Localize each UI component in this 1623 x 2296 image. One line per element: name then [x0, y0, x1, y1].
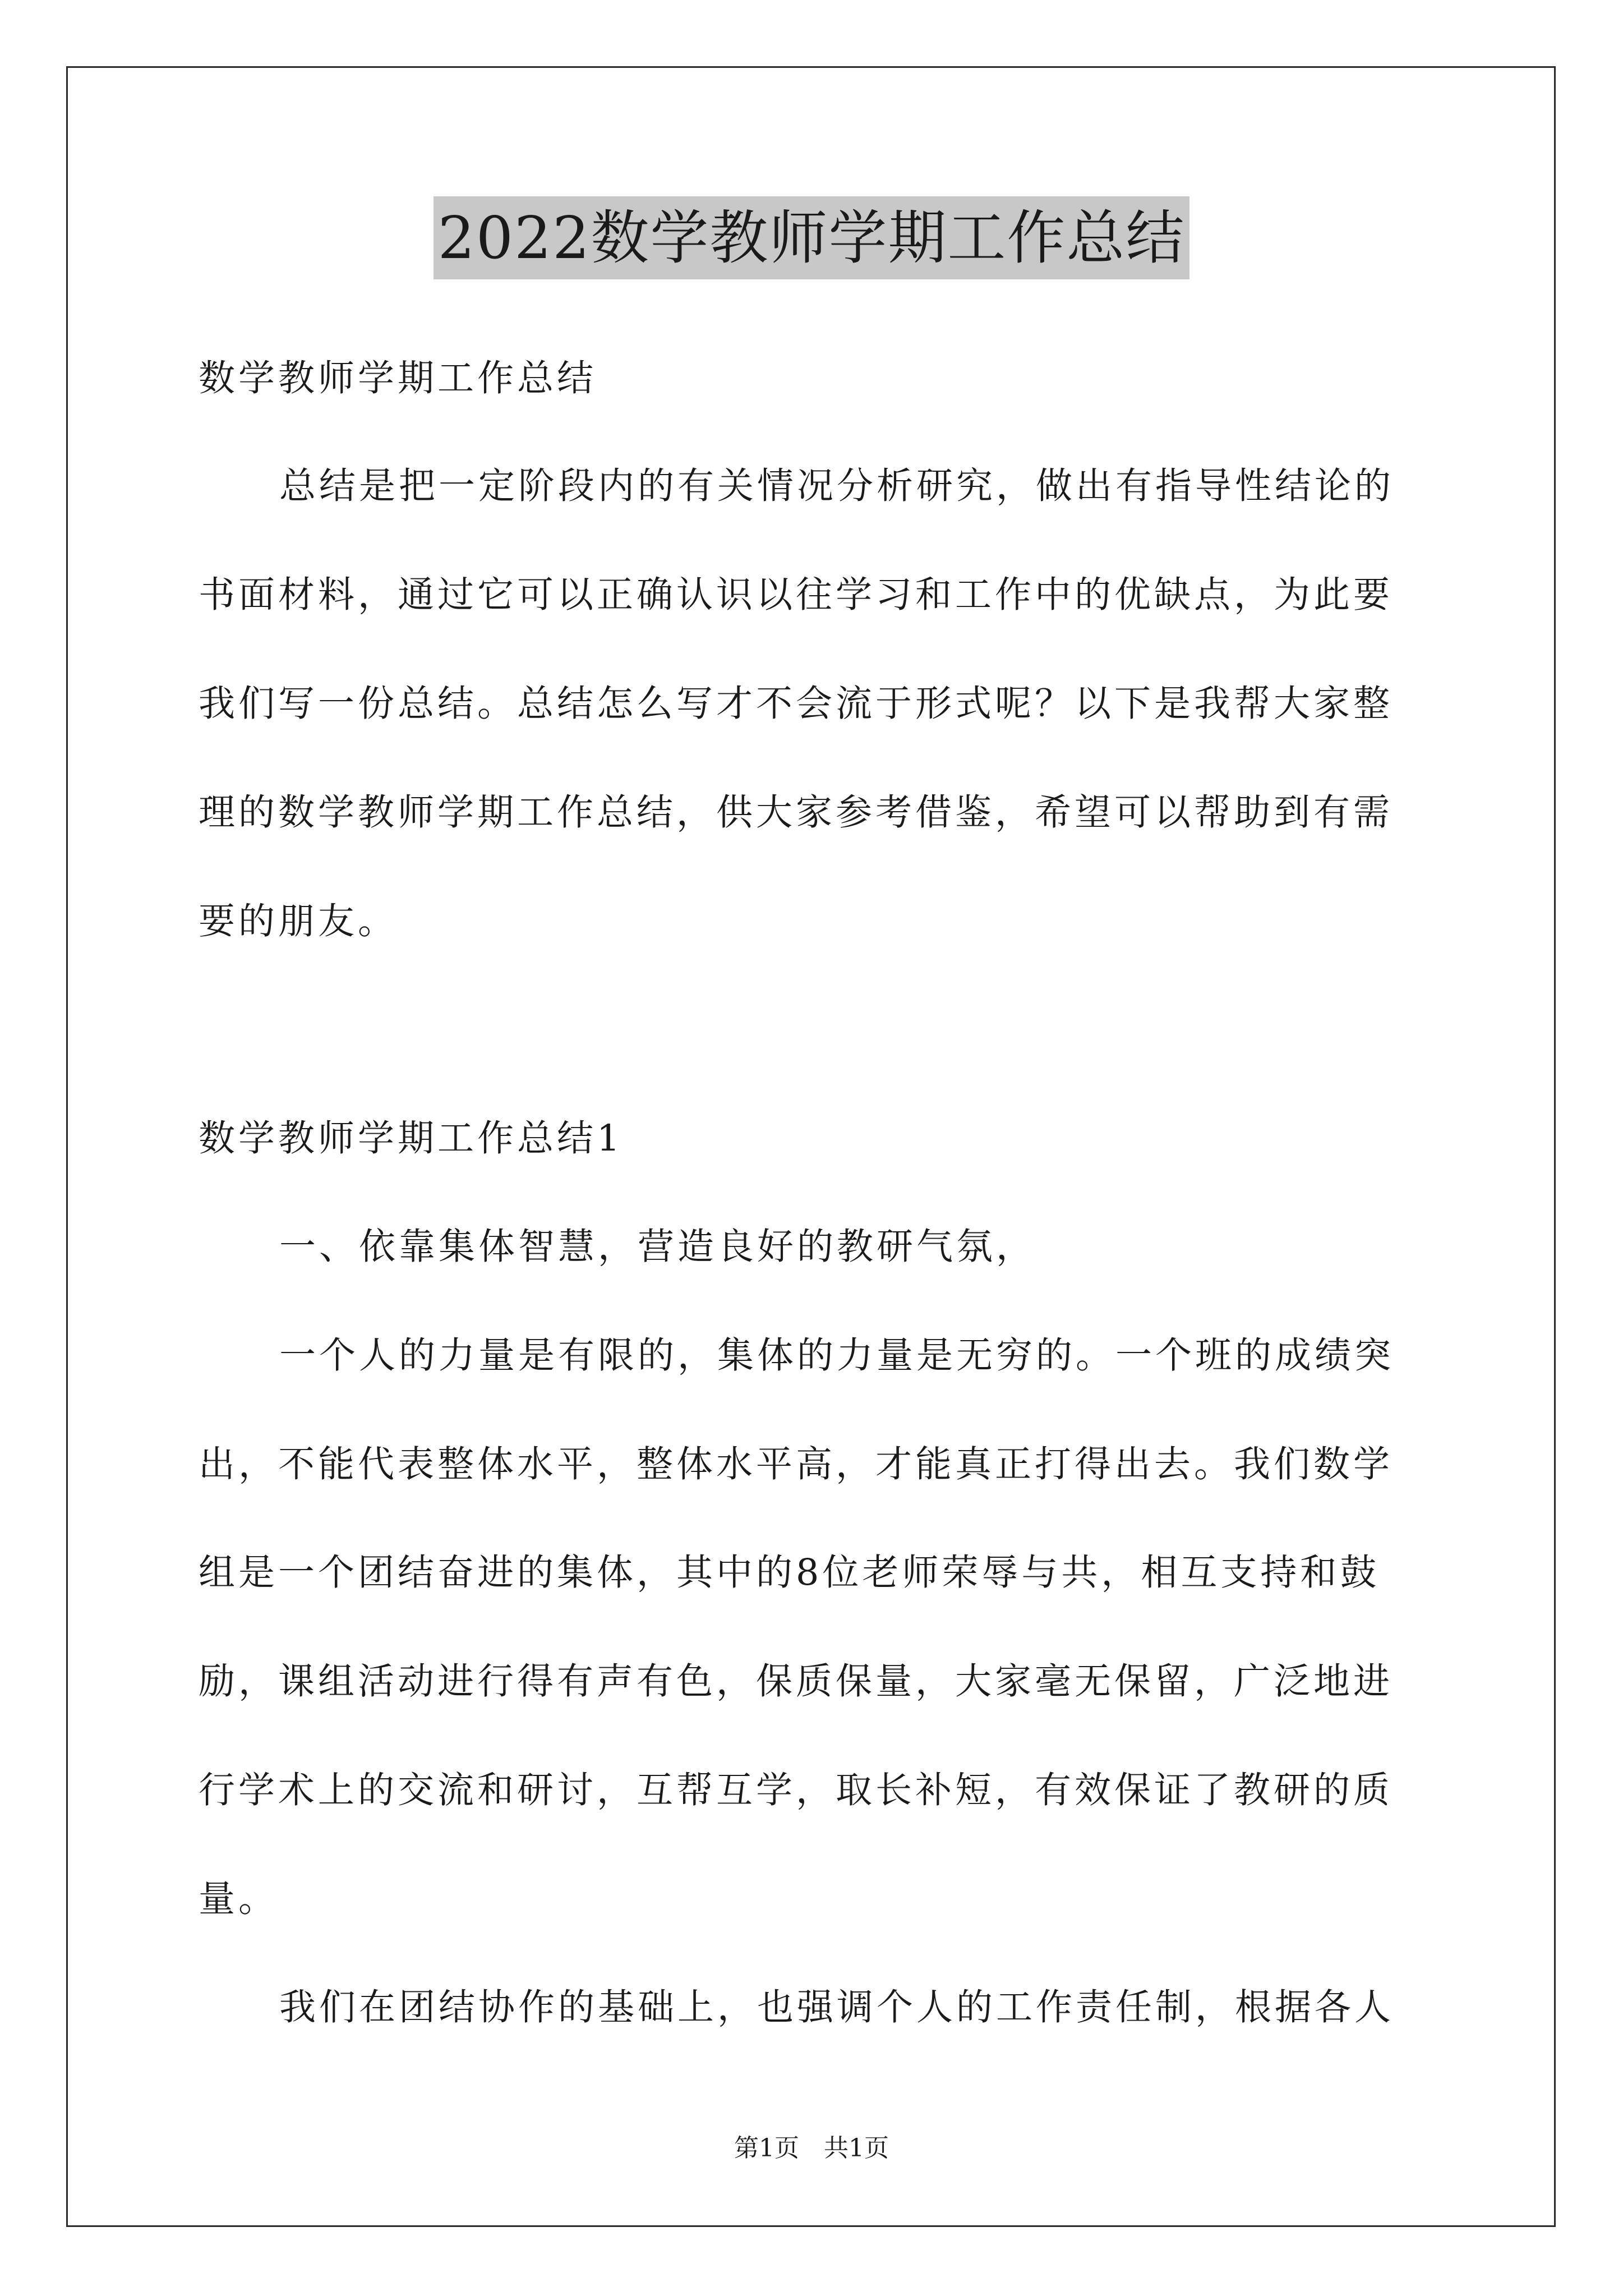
paragraph-line: 出，不能代表整体水平，整体水平高，才能真正打得出去。我们数学: [199, 1443, 1394, 1485]
section-heading: 数学教师学期工作总结1: [199, 1117, 624, 1159]
paragraph-line: 一个人的力量是有限的，集体的力量是无穷的。一个班的成绩突: [279, 1335, 1395, 1377]
paragraph-line: 励，课组活动进行得有声有色，保质保量，大家毫无保留，广泛地进: [199, 1660, 1394, 1703]
paragraph-line: 组是一个团结奋进的集体，其中的8位老师荣辱与共，相互支持和鼓: [199, 1552, 1380, 1594]
document-title: 2022数学教师学期工作总结: [434, 196, 1190, 279]
paragraph-line: 要的朋友。: [199, 900, 398, 942]
paragraph-line: 我们写一份总结。总结怎么写才不会流于形式呢？以下是我帮大家整: [199, 683, 1394, 725]
title-container: [0, 196, 1623, 279]
paragraph-line: 总结是把一定阶段内的有关情况分析研究，做出有指导性结论的: [279, 465, 1395, 507]
page-number: 第1页 共1页: [734, 2134, 889, 2162]
paragraph-line: 书面材料，通过它可以正确认识以往学习和工作中的优缺点，为此要: [199, 574, 1394, 616]
paragraph-line: 行学术上的交流和研讨，互帮互学，取长补短，有效保证了教研的质: [199, 1769, 1394, 1811]
paragraph-line: 量。: [199, 1878, 279, 1920]
subtitle-line: 数学教师学期工作总结: [199, 357, 597, 399]
paragraph-line: 理的数学教师学期工作总结，供大家参考借鉴，希望可以帮助到有需: [199, 792, 1394, 834]
paragraph-line: 我们在团结协作的基础上，也强调个人的工作责任制，根据各人: [279, 1986, 1395, 2028]
subheading-line: 一、依靠集体智慧，营造良好的教研气氛，: [279, 1226, 1036, 1268]
